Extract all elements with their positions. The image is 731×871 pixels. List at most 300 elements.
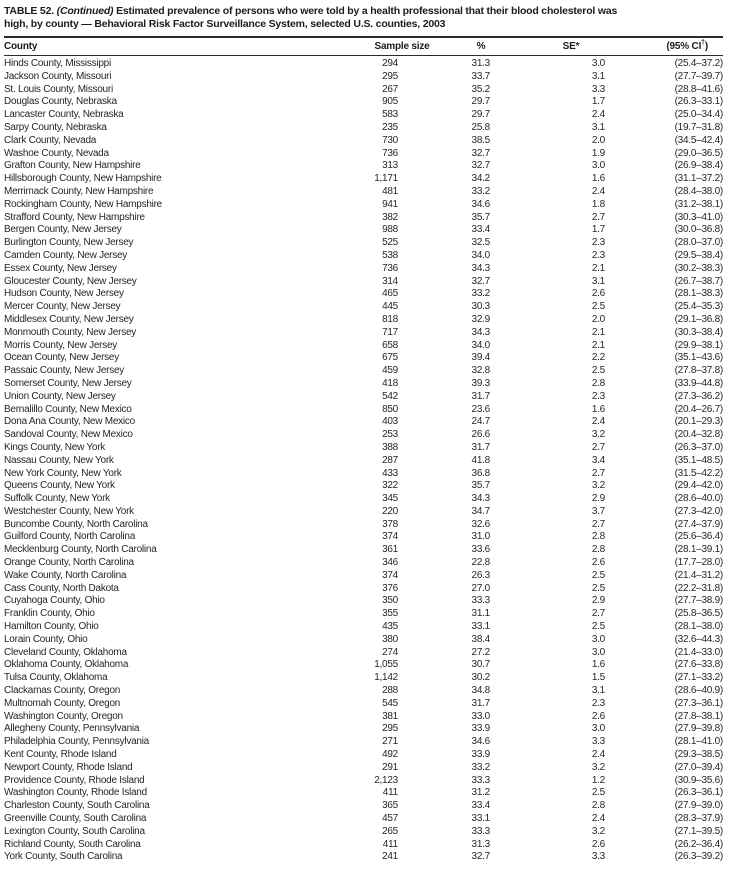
ci-cell: (20.4–32.8) bbox=[674, 429, 723, 441]
county-cell: Philadelphia County, Pennsylvania bbox=[4, 736, 149, 748]
table-row bbox=[4, 621, 723, 634]
table-row bbox=[4, 160, 723, 173]
sample-size-cell: 274 bbox=[382, 646, 398, 658]
table-row bbox=[4, 199, 723, 212]
ci-label-close: ) bbox=[704, 41, 708, 52]
ci-cell: (27.7–38.9) bbox=[674, 595, 723, 607]
county-cell: Camden County, New Jersey bbox=[4, 249, 128, 261]
ci-cell: (22.2–31.8) bbox=[674, 582, 723, 594]
se-cell: 2.7 bbox=[591, 518, 605, 530]
table-row bbox=[4, 826, 723, 839]
sample-size-cell: 435 bbox=[382, 621, 398, 633]
table-row bbox=[4, 186, 723, 199]
sample-size-cell: 905 bbox=[382, 96, 398, 108]
ci-cell: (27.4–37.9) bbox=[674, 518, 723, 530]
ci-cell: (27.3–36.2) bbox=[674, 390, 723, 402]
table-body bbox=[4, 56, 723, 865]
se-cell: 1.2 bbox=[591, 774, 605, 786]
percent-cell: 33.1 bbox=[471, 813, 490, 825]
percent-cell: 39.4 bbox=[471, 352, 490, 364]
county-cell: Washington County, Rhode Island bbox=[4, 787, 147, 799]
sample-size-cell: 376 bbox=[382, 582, 398, 594]
county-cell: Mecklenburg County, North Carolina bbox=[4, 544, 157, 556]
sample-size-cell: 294 bbox=[382, 58, 398, 69]
table-row bbox=[4, 813, 723, 826]
county-cell: Somerset County, New Jersey bbox=[4, 377, 132, 389]
se-cell: 2.5 bbox=[591, 301, 605, 313]
percent-cell: 33.2 bbox=[471, 761, 490, 773]
county-cell: Bergen County, New Jersey bbox=[4, 224, 122, 236]
sample-size-cell: 403 bbox=[382, 416, 398, 428]
percent-cell: 34.0 bbox=[471, 339, 490, 351]
ci-cell: (30.0–36.8) bbox=[674, 224, 723, 236]
ci-cell: (31.2–38.1) bbox=[674, 198, 723, 210]
sample-size-cell: 314 bbox=[382, 275, 398, 287]
county-cell: Merrimack County, New Hampshire bbox=[4, 185, 154, 197]
table-row bbox=[4, 148, 723, 161]
table-row bbox=[4, 301, 723, 314]
sample-size-cell: 418 bbox=[382, 377, 398, 389]
table-row bbox=[4, 237, 723, 250]
ci-cell: (29.4–42.0) bbox=[674, 480, 723, 492]
percent-cell: 26.6 bbox=[471, 429, 490, 441]
sample-size-cell: 736 bbox=[382, 262, 398, 274]
county-cell: Oklahoma County, Oklahoma bbox=[4, 659, 129, 671]
sample-size-cell: 382 bbox=[382, 211, 398, 223]
table-row bbox=[4, 672, 723, 685]
county-cell: Bernalillo County, New Mexico bbox=[4, 403, 132, 415]
county-cell: Newport County, Rhode Island bbox=[4, 761, 133, 773]
ci-cell: (26.9–38.4) bbox=[674, 160, 723, 172]
sample-size-cell: 346 bbox=[382, 557, 398, 569]
ci-cell: (28.1–38.0) bbox=[674, 621, 723, 633]
ci-cell: (27.3–36.1) bbox=[674, 697, 723, 709]
ci-cell: (27.7–39.7) bbox=[674, 70, 723, 82]
se-cell: 2.5 bbox=[591, 582, 605, 594]
table-row bbox=[4, 736, 723, 749]
sample-size-cell: 411 bbox=[382, 838, 398, 850]
col-ci bbox=[608, 38, 723, 56]
ci-cell: (28.4–38.0) bbox=[674, 185, 723, 197]
se-cell: 2.5 bbox=[591, 569, 605, 581]
ci-cell: (25.0–34.4) bbox=[674, 109, 723, 121]
county-cell: Hudson County, New Jersey bbox=[4, 288, 124, 300]
ci-cell: (21.4–33.0) bbox=[674, 646, 723, 658]
sample-size-cell: 253 bbox=[382, 429, 398, 441]
table-row bbox=[4, 570, 723, 583]
percent-cell: 32.5 bbox=[471, 237, 490, 249]
sample-size-cell: 1,055 bbox=[374, 659, 398, 671]
se-cell: 1.7 bbox=[591, 224, 605, 236]
se-cell: 2.3 bbox=[591, 249, 605, 261]
se-cell: 3.0 bbox=[591, 160, 605, 172]
table-row bbox=[4, 531, 723, 544]
ci-cell: (27.1–33.2) bbox=[674, 672, 723, 684]
sample-size-cell: 322 bbox=[382, 480, 398, 492]
table-row bbox=[4, 429, 723, 442]
ci-label-text: (95% CI bbox=[666, 41, 702, 52]
ci-cell: (20.4–26.7) bbox=[674, 403, 723, 415]
table-row bbox=[4, 224, 723, 237]
sample-size-cell: 350 bbox=[382, 595, 398, 607]
table-row bbox=[4, 698, 723, 711]
se-cell: 1.5 bbox=[591, 672, 605, 684]
sample-size-cell: 658 bbox=[382, 339, 398, 351]
sample-size-cell: 365 bbox=[382, 800, 398, 812]
sample-size-cell: 411 bbox=[382, 787, 398, 799]
se-cell: 2.5 bbox=[591, 621, 605, 633]
se-cell: 3.1 bbox=[591, 275, 605, 287]
ci-cell: (30.3–41.0) bbox=[674, 211, 723, 223]
table-row bbox=[4, 276, 723, 289]
sample-size-cell: 235 bbox=[382, 121, 398, 133]
county-cell: Cleveland County, Oklahoma bbox=[4, 646, 127, 658]
ci-cell: (25.4–37.2) bbox=[674, 58, 723, 69]
se-cell: 3.1 bbox=[591, 685, 605, 697]
se-cell: 2.8 bbox=[591, 800, 605, 812]
county-cell: Allegheny County, Pennsylvania bbox=[4, 723, 140, 735]
ci-cell: (26.3–36.1) bbox=[674, 787, 723, 799]
col-se: SE* bbox=[496, 38, 608, 56]
sample-size-cell: 538 bbox=[382, 249, 398, 261]
table-row bbox=[4, 659, 723, 672]
percent-cell: 33.2 bbox=[471, 185, 490, 197]
table-row bbox=[4, 544, 723, 557]
percent-cell: 33.1 bbox=[471, 621, 490, 633]
table-title-line1 bbox=[4, 5, 723, 18]
county-cell: Ocean County, New Jersey bbox=[4, 352, 119, 364]
county-cell: Greenville County, South Carolina bbox=[4, 813, 147, 825]
percent-cell: 34.3 bbox=[471, 493, 490, 505]
table-row bbox=[4, 378, 723, 391]
se-cell: 2.4 bbox=[591, 749, 605, 761]
county-cell: Richland County, South Carolina bbox=[4, 838, 141, 850]
percent-cell: 38.4 bbox=[471, 633, 490, 645]
percent-cell: 33.6 bbox=[471, 544, 490, 556]
se-cell: 1.9 bbox=[591, 147, 605, 159]
ci-cell: (27.9–39.8) bbox=[674, 723, 723, 735]
table-row bbox=[4, 468, 723, 481]
table-row bbox=[4, 787, 723, 800]
percent-cell: 32.7 bbox=[471, 851, 490, 863]
percent-cell: 30.3 bbox=[471, 301, 490, 313]
percent-cell: 34.2 bbox=[471, 173, 490, 185]
county-cell: York County, South Carolina bbox=[4, 851, 123, 863]
percent-cell: 32.7 bbox=[471, 275, 490, 287]
header-row bbox=[4, 38, 723, 56]
se-cell: 1.8 bbox=[591, 198, 605, 210]
sample-size-cell: 542 bbox=[382, 390, 398, 402]
ci-cell: (29.1–36.8) bbox=[674, 313, 723, 325]
county-cell: Cuyahoga County, Ohio bbox=[4, 595, 105, 607]
sample-size-cell: 295 bbox=[382, 723, 398, 735]
county-cell: Monmouth County, New Jersey bbox=[4, 326, 137, 338]
se-cell: 2.8 bbox=[591, 531, 605, 543]
county-cell: Wake County, North Carolina bbox=[4, 569, 127, 581]
table-number: TABLE 52. bbox=[4, 5, 57, 17]
sample-size-cell: 736 bbox=[382, 147, 398, 159]
table-row bbox=[4, 583, 723, 596]
ci-cell: (35.1–43.6) bbox=[674, 352, 723, 364]
table-row bbox=[4, 173, 723, 186]
ci-cell: (34.5–42.4) bbox=[674, 134, 723, 146]
table-title-text: Estimated prevalence of persons who were told by a health professional that their blood cholesterol was bbox=[113, 5, 618, 17]
se-cell: 3.3 bbox=[591, 736, 605, 748]
se-cell: 2.1 bbox=[591, 326, 605, 338]
ci-cell: (19.7–31.8) bbox=[674, 121, 723, 133]
table-row bbox=[4, 711, 723, 724]
se-cell: 2.4 bbox=[591, 813, 605, 825]
se-cell: 2.9 bbox=[591, 595, 605, 607]
county-cell: Multnomah County, Oregon bbox=[4, 697, 121, 709]
ci-cell: (31.1–37.2) bbox=[674, 173, 723, 185]
table-row bbox=[4, 391, 723, 404]
table-row bbox=[4, 263, 723, 276]
percent-cell: 33.3 bbox=[471, 774, 490, 786]
se-cell: 2.7 bbox=[591, 441, 605, 453]
sample-size-cell: 850 bbox=[382, 403, 398, 415]
county-cell: Suffolk County, New York bbox=[4, 493, 110, 505]
se-cell: 2.3 bbox=[591, 237, 605, 249]
sample-size-cell: 295 bbox=[382, 70, 398, 82]
county-cell: Essex County, New Jersey bbox=[4, 262, 117, 274]
se-cell: 2.6 bbox=[591, 288, 605, 300]
county-cell: Charleston County, South Carolina bbox=[4, 800, 150, 812]
se-cell: 3.3 bbox=[591, 851, 605, 863]
sample-size-cell: 374 bbox=[382, 569, 398, 581]
table-row bbox=[4, 416, 723, 429]
se-cell: 2.4 bbox=[591, 416, 605, 428]
sample-size-cell: 291 bbox=[382, 761, 398, 773]
col-percent: % bbox=[434, 38, 496, 56]
table-row bbox=[4, 839, 723, 852]
table-row bbox=[4, 314, 723, 327]
ci-cell: (31.5–42.2) bbox=[674, 467, 723, 479]
se-cell: 3.2 bbox=[591, 761, 605, 773]
table-row bbox=[4, 122, 723, 135]
sample-size-cell: 374 bbox=[382, 531, 398, 543]
county-cell: Passaic County, New Jersey bbox=[4, 365, 125, 377]
se-cell: 2.6 bbox=[591, 557, 605, 569]
se-cell: 3.1 bbox=[591, 121, 605, 133]
sample-size-cell: 1,171 bbox=[374, 173, 398, 185]
table-row bbox=[4, 685, 723, 698]
table-row bbox=[4, 519, 723, 532]
se-cell: 3.2 bbox=[591, 825, 605, 837]
sample-size-cell: 241 bbox=[382, 851, 398, 863]
table-row bbox=[4, 493, 723, 506]
se-cell: 2.1 bbox=[591, 339, 605, 351]
table-header bbox=[4, 38, 723, 56]
county-cell: Morris County, New Jersey bbox=[4, 339, 118, 351]
ci-cell: (28.1–39.1) bbox=[674, 544, 723, 556]
ci-cell: (25.6–36.4) bbox=[674, 531, 723, 543]
se-cell: 2.3 bbox=[591, 697, 605, 709]
se-cell: 2.7 bbox=[591, 211, 605, 223]
sample-size-cell: 345 bbox=[382, 493, 398, 505]
table-row bbox=[4, 442, 723, 455]
ci-cell: (26.7–38.7) bbox=[674, 275, 723, 287]
table-row bbox=[4, 749, 723, 762]
table-row bbox=[4, 288, 723, 301]
percent-cell: 32.7 bbox=[471, 147, 490, 159]
table-row bbox=[4, 109, 723, 122]
percent-cell: 39.3 bbox=[471, 377, 490, 389]
sample-size-cell: 481 bbox=[382, 185, 398, 197]
ci-cell: (27.8–38.1) bbox=[674, 710, 723, 722]
se-cell: 1.6 bbox=[591, 659, 605, 671]
sample-size-cell: 465 bbox=[382, 288, 398, 300]
table-title bbox=[4, 5, 723, 38]
se-cell: 2.3 bbox=[591, 390, 605, 402]
county-cell: Franklin County, Ohio bbox=[4, 608, 95, 620]
percent-cell: 32.9 bbox=[471, 313, 490, 325]
se-cell: 2.0 bbox=[591, 313, 605, 325]
ci-cell: (27.9–39.0) bbox=[674, 800, 723, 812]
county-cell: Lexington County, South Carolina bbox=[4, 825, 145, 837]
ci-cell: (28.6–40.9) bbox=[674, 685, 723, 697]
se-cell: 3.2 bbox=[591, 429, 605, 441]
table-row bbox=[4, 71, 723, 84]
percent-cell: 22.8 bbox=[471, 557, 490, 569]
se-cell: 1.6 bbox=[591, 173, 605, 185]
se-cell: 2.6 bbox=[591, 710, 605, 722]
percent-cell: 31.7 bbox=[471, 697, 490, 709]
se-cell: 2.9 bbox=[591, 493, 605, 505]
county-cell: Washoe County, Nevada bbox=[4, 147, 109, 159]
ci-cell: (17.7–28.0) bbox=[674, 557, 723, 569]
continued-label: (Continued) bbox=[56, 5, 114, 17]
county-cell: Kings County, New York bbox=[4, 441, 106, 453]
sample-size-cell: 355 bbox=[382, 608, 398, 620]
percent-cell: 29.7 bbox=[471, 96, 490, 108]
percent-cell: 31.0 bbox=[471, 531, 490, 543]
county-cell: Jackson County, Missouri bbox=[4, 70, 112, 82]
county-cell: Strafford County, New Hampshire bbox=[4, 211, 145, 223]
county-cell: Union County, New Jersey bbox=[4, 390, 116, 402]
sample-size-cell: 1,142 bbox=[374, 672, 398, 684]
se-cell: 1.6 bbox=[591, 403, 605, 415]
sample-size-cell: 361 bbox=[382, 544, 398, 556]
se-cell: 2.0 bbox=[591, 134, 605, 146]
se-cell: 3.7 bbox=[591, 505, 605, 517]
table-row bbox=[4, 212, 723, 225]
county-cell: Middlesex County, New Jersey bbox=[4, 313, 134, 325]
ci-cell: (26.3–33.1) bbox=[674, 96, 723, 108]
ci-cell: (27.0–39.4) bbox=[674, 761, 723, 773]
percent-cell: 38.5 bbox=[471, 134, 490, 146]
ci-cell: (30.3–38.4) bbox=[674, 326, 723, 338]
percent-cell: 26.3 bbox=[471, 569, 490, 581]
county-cell: Buncombe County, North Carolina bbox=[4, 518, 148, 530]
ci-cell: (30.2–38.3) bbox=[674, 262, 723, 274]
se-cell: 3.0 bbox=[591, 723, 605, 735]
dagger-footnote-mark: † bbox=[701, 39, 705, 47]
ci-cell: (29.9–38.1) bbox=[674, 339, 723, 351]
table-row bbox=[4, 250, 723, 263]
county-cell: New York County, New York bbox=[4, 467, 122, 479]
ci-cell: (20.1–29.3) bbox=[674, 416, 723, 428]
percent-cell: 35.7 bbox=[471, 211, 490, 223]
sample-size-cell: 675 bbox=[382, 352, 398, 364]
percent-cell: 33.9 bbox=[471, 723, 490, 735]
percent-cell: 31.1 bbox=[471, 608, 490, 620]
county-cell: Sandoval County, New Mexico bbox=[4, 429, 133, 441]
ci-cell: (26.3–37.0) bbox=[674, 441, 723, 453]
sample-size-cell: 388 bbox=[382, 441, 398, 453]
percent-cell: 34.0 bbox=[471, 249, 490, 261]
table-row bbox=[4, 800, 723, 813]
county-cell: Grafton County, New Hampshire bbox=[4, 160, 141, 172]
percent-cell: 35.2 bbox=[471, 83, 490, 95]
col-sample-size: Sample size bbox=[324, 38, 434, 56]
se-cell: 2.1 bbox=[591, 262, 605, 274]
table-row bbox=[4, 634, 723, 647]
sample-size-cell: 220 bbox=[382, 505, 398, 517]
county-cell: Dona Ana County, New Mexico bbox=[4, 416, 135, 428]
se-cell: 3.4 bbox=[591, 454, 605, 466]
percent-cell: 27.2 bbox=[471, 646, 490, 658]
percent-cell: 27.0 bbox=[471, 582, 490, 594]
percent-cell: 31.7 bbox=[471, 441, 490, 453]
ci-cell: (26.3–39.2) bbox=[674, 851, 723, 863]
sample-size-cell: 267 bbox=[382, 83, 398, 95]
se-cell: 2.5 bbox=[591, 787, 605, 799]
ci-cell: (29.0–36.5) bbox=[674, 147, 723, 159]
percent-cell: 33.4 bbox=[471, 224, 490, 236]
table-row bbox=[4, 506, 723, 519]
percent-cell: 31.2 bbox=[471, 787, 490, 799]
table-row bbox=[4, 404, 723, 417]
county-cell: Clackamas County, Oregon bbox=[4, 685, 121, 697]
table-row bbox=[4, 56, 723, 71]
percent-cell: 25.8 bbox=[471, 121, 490, 133]
se-cell: 2.6 bbox=[591, 838, 605, 850]
table-row bbox=[4, 352, 723, 365]
sample-size-cell: 378 bbox=[382, 518, 398, 530]
percent-cell: 33.0 bbox=[471, 710, 490, 722]
percent-cell: 33.9 bbox=[471, 749, 490, 761]
table-row bbox=[4, 96, 723, 109]
ci-cell: (35.1–48.5) bbox=[674, 454, 723, 466]
percent-cell: 34.7 bbox=[471, 505, 490, 517]
ci-cell: (25.4–35.3) bbox=[674, 301, 723, 313]
table-row bbox=[4, 762, 723, 775]
percent-cell: 36.8 bbox=[471, 467, 490, 479]
percent-cell: 31.3 bbox=[471, 58, 490, 69]
county-cell: St. Louis County, Missouri bbox=[4, 83, 113, 95]
sample-size-cell: 313 bbox=[382, 160, 398, 172]
table-row bbox=[4, 723, 723, 736]
se-cell: 1.7 bbox=[591, 96, 605, 108]
se-cell: 2.4 bbox=[591, 109, 605, 121]
county-cell: Mercer County, New Jersey bbox=[4, 301, 121, 313]
sample-size-cell: 988 bbox=[382, 224, 398, 236]
table-title-line2: high, by county — Behavioral Risk Factor Surveillance System, selected U.S. counties, 2003 bbox=[4, 18, 446, 30]
county-cell: Providence County, Rhode Island bbox=[4, 774, 145, 786]
sample-size-cell: 265 bbox=[382, 825, 398, 837]
ci-cell: (26.2–36.4) bbox=[674, 838, 723, 850]
sample-size-cell: 457 bbox=[382, 813, 398, 825]
percent-cell: 30.2 bbox=[471, 672, 490, 684]
sample-size-cell: 818 bbox=[382, 313, 398, 325]
ci-cell: (32.6–44.3) bbox=[674, 633, 723, 645]
percent-cell: 23.6 bbox=[471, 403, 490, 415]
se-cell: 3.3 bbox=[591, 83, 605, 95]
se-cell: 2.8 bbox=[591, 377, 605, 389]
ci-cell: (28.8–41.6) bbox=[674, 83, 723, 95]
county-cell: Rockingham County, New Hampshire bbox=[4, 198, 162, 210]
